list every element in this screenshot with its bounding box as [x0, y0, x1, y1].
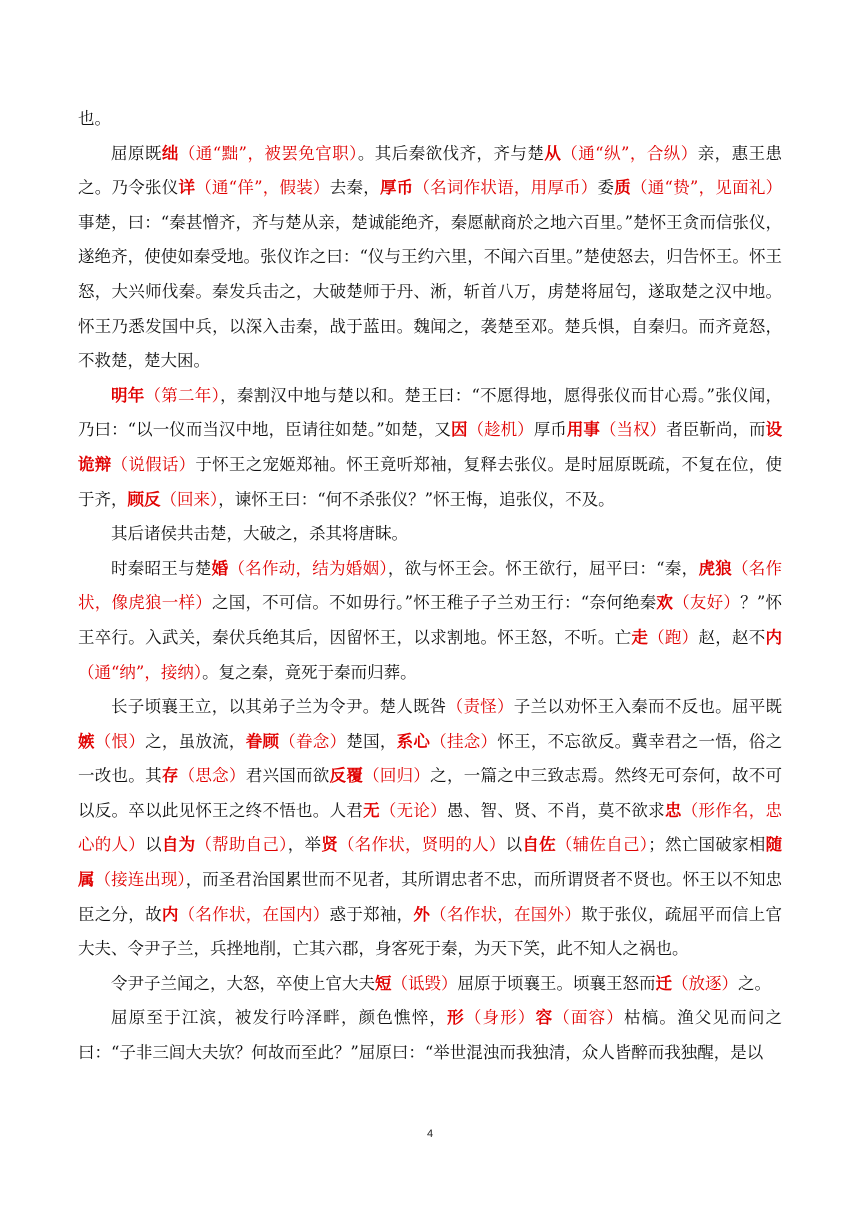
text-run: 。其后秦欲伐齐，齐与楚: [357, 143, 545, 163]
text-run: ；然亡国破家相: [648, 835, 766, 855]
highlighted-term: 容: [535, 1008, 554, 1028]
text-run: 楚国，: [346, 731, 397, 751]
text-run: 之，虽放流，: [145, 731, 246, 751]
gloss-annotation: （接连出现）: [94, 870, 186, 890]
highlighted-term: 眷顾: [245, 731, 280, 751]
paragraph: [78, 690, 782, 967]
gloss-annotation: （责怪）: [446, 697, 514, 717]
highlighted-term: 反覆: [329, 766, 364, 786]
text-run: 屈原于顷襄王。顷襄王怒而: [457, 973, 656, 993]
text-run: 去秦，: [329, 178, 380, 198]
gloss-annotation: （名作状，在国内）: [178, 904, 330, 924]
paragraph: [78, 967, 782, 1002]
text-run: 惑于郑袖，: [329, 904, 414, 924]
gloss-annotation: （友好）: [673, 593, 741, 613]
text-run: 。复之秦，竟死于秦而归葬。: [202, 662, 417, 682]
gloss-annotation: （思念）: [178, 766, 246, 786]
highlighted-term: 设诡辩: [78, 420, 783, 474]
highlighted-term: 厚币: [379, 178, 414, 198]
text-run: 于怀王之宠姬郑袖。怀王竟听郑袖，复释去张仪。是时屈原既疏，不复在位，使于齐，: [78, 454, 783, 509]
text-run: 长子顷襄王立，以其弟子兰为令尹。楚人既咎: [111, 697, 447, 717]
gloss-annotation: （帮助自己）: [195, 835, 288, 855]
gloss-annotation: （趁机）: [467, 420, 534, 440]
text-run: 以: [145, 835, 162, 855]
text-run: 之，一篇之中三致志焉。然终无可奈何，故不可以反。卒以此见怀王之终不悟也。人君: [78, 766, 783, 820]
text-run: 之。: [738, 973, 771, 993]
text-run: 君兴国而欲: [245, 766, 330, 786]
gloss-annotation: （名作动，结为婚姻）: [228, 558, 388, 578]
gloss-annotation: （挂念）: [430, 731, 498, 751]
highlighted-term: 嫉: [78, 731, 95, 751]
page-number: 4: [426, 1128, 434, 1140]
text-run: ，秦割汉中地与楚以和。楚王曰：“不愿得地，愿得张仪而甘心焉。”张仪闻，乃曰：“以一仪而当汉中地，臣请往如楚。”如楚，又: [78, 385, 783, 440]
gloss-annotation: （通“贽”，见面礼）: [631, 178, 783, 198]
gloss-annotation: （身形）: [464, 1008, 536, 1028]
text-run: 枯槁。渔父见而问之曰：“子非三闾大夫欤？何故而至此？”屈原曰：“举世混浊而我独清，众人皆醉而我独醒，是以: [78, 1008, 783, 1063]
gloss-annotation: （通“纳”，接纳）: [78, 662, 203, 682]
highlighted-term: 贤: [321, 835, 338, 855]
gloss-annotation: （恨）: [94, 731, 146, 751]
gloss-annotation: （诋毁）: [391, 973, 458, 993]
text-run: 屈原至于江滨，被发行吟泽畔，颜色憔悴，: [111, 1008, 448, 1028]
text-run: 也。: [78, 109, 111, 128]
text-run: 愚、智、贤、不肖，莫不欲求: [446, 800, 665, 820]
highlighted-term: 明年: [111, 385, 145, 405]
gloss-annotation: （放逐）: [672, 973, 738, 993]
text-run: ，欲与怀王会。怀王欲行，屈平曰：“秦，: [387, 558, 699, 578]
paragraph: [78, 1001, 782, 1070]
highlighted-term: 短: [375, 973, 392, 993]
text-run: 欺于张仪，疏屈平而信上官大夫、令尹子兰，兵挫地削，亡其六郡，身客死于秦，为天下笑，此不知人之祸也。: [78, 904, 783, 959]
gloss-annotation: （名词作状语，用厚币）: [413, 178, 598, 198]
highlighted-term: 自佐: [522, 835, 556, 855]
text-run: 屈原既: [111, 143, 162, 163]
highlighted-term: 虎狼: [698, 558, 732, 578]
highlighted-term: 忠: [664, 800, 682, 820]
highlighted-term: 系心: [396, 731, 431, 751]
text-run: ？”怀王卒行。入武关，秦伏兵绝其后，因留怀王，以求割地。怀王怒，不听。亡: [78, 593, 783, 647]
gloss-annotation: （辅佐自己）: [555, 835, 649, 855]
highlighted-term: 从: [544, 143, 562, 163]
gloss-annotation: （回来）: [160, 489, 219, 509]
gloss-annotation: （跑）: [648, 627, 699, 647]
text-run: ，举: [287, 835, 322, 855]
highlighted-term: 顾反: [127, 489, 161, 509]
highlighted-term: 自为: [161, 835, 196, 855]
text-run: 者臣靳尚，而: [666, 420, 766, 440]
text-run: ，而圣君治国累世而不见者，其所谓忠者不忠，而所谓贤者不贤也。怀王以不知忠臣之分，故: [78, 870, 783, 924]
text-run: 事楚，曰：“秦甚憎齐，齐与楚从亲，楚诚能绝齐，秦愿献商於之地六百里。”楚怀王贪而信张仪，遂绝齐，使使如秦受地。张仪诈之曰：“仪与王约六里，不闻六百里。”楚使怒去，归告怀王。怀王怒，大兴师伐秦。秦发兵击之，大破楚师于丹、淅，斩首八万，虏楚将屈匄，遂取楚之汉中地。怀王乃悉发国中兵，以深入击秦，战于蓝田。魏闻之，袭楚至邓。楚兵惧，自秦归。而齐竟怒，不救楚，楚大困。: [78, 212, 782, 371]
gloss-annotation: （通“纵”，合纵）: [561, 143, 698, 163]
text-run: 亲，惠王患之。乃令张仪: [78, 143, 783, 198]
text-run: 委: [597, 178, 615, 198]
gloss-annotation: （第二年）: [144, 385, 221, 405]
gloss-annotation: （面容）: [553, 1008, 625, 1028]
text-run: 其后诸侯共击楚，大破之，杀其将唐眜。: [111, 524, 408, 544]
highlighted-term: 欢: [656, 593, 674, 613]
gloss-annotation: （眷念）: [279, 731, 347, 751]
highlighted-term: 随属: [78, 835, 783, 890]
gloss-annotation: （当权）: [600, 420, 667, 440]
highlighted-term: 存: [161, 766, 179, 786]
highlighted-term: 形: [447, 1008, 465, 1028]
highlighted-term: 走: [631, 627, 649, 647]
paragraph: [78, 552, 782, 690]
text-run: 时秦昭王与楚: [111, 558, 212, 578]
paragraph: [78, 517, 782, 552]
gloss-annotation: （名作状，在国外）: [430, 904, 582, 924]
highlighted-term: 详: [178, 178, 196, 198]
text-run: 子兰以劝怀王入秦而不反也。屈平既: [513, 697, 783, 717]
text-run: 以: [505, 835, 523, 855]
highlighted-term: 质: [614, 178, 632, 198]
gloss-annotation: （通“佯”，假装）: [195, 178, 330, 198]
highlighted-term: 婚: [211, 558, 229, 578]
paragraph: [78, 102, 782, 137]
text-run: ，谏怀王曰：“何不杀张仪？”怀王悔，追张仪，不及。: [218, 489, 615, 509]
highlighted-term: 无: [363, 800, 380, 820]
gloss-annotation: （说假话）: [111, 454, 196, 474]
document-body: [78, 102, 782, 1071]
gloss-annotation: （通“黜”，被罢免官职）: [178, 143, 358, 163]
text-run: 之国，不可信。不如毋行。”怀王稚子子兰劝王行：“奈何绝秦: [211, 593, 657, 613]
text-run: 厚币: [533, 420, 567, 440]
highlighted-term: 迁: [655, 973, 672, 993]
paragraph: [78, 379, 782, 517]
gloss-annotation: （回归）: [363, 766, 431, 786]
highlighted-term: 用事: [566, 420, 600, 440]
highlighted-term: 绌: [161, 143, 179, 163]
highlighted-term: 外: [413, 904, 431, 924]
text-run: 令尹子兰闻之，大怒，卒使上官大夫: [111, 973, 375, 993]
gloss-annotation: （无论）: [379, 800, 447, 820]
text-run: 怀王，不忘欲反。冀幸君之一悟，俗之一改也。其: [78, 731, 783, 786]
gloss-annotation: （形作名，忠心的人）: [78, 800, 783, 855]
text-run: 赵，赵不: [698, 627, 766, 647]
highlighted-term: 内: [765, 627, 783, 647]
gloss-annotation: （名作状，贤明的人）: [337, 835, 506, 855]
highlighted-term: 因: [450, 420, 468, 440]
highlighted-term: 内: [161, 904, 179, 924]
paragraph: [78, 137, 782, 379]
gloss-annotation: （名作状，像虎狼一样）: [78, 558, 783, 613]
